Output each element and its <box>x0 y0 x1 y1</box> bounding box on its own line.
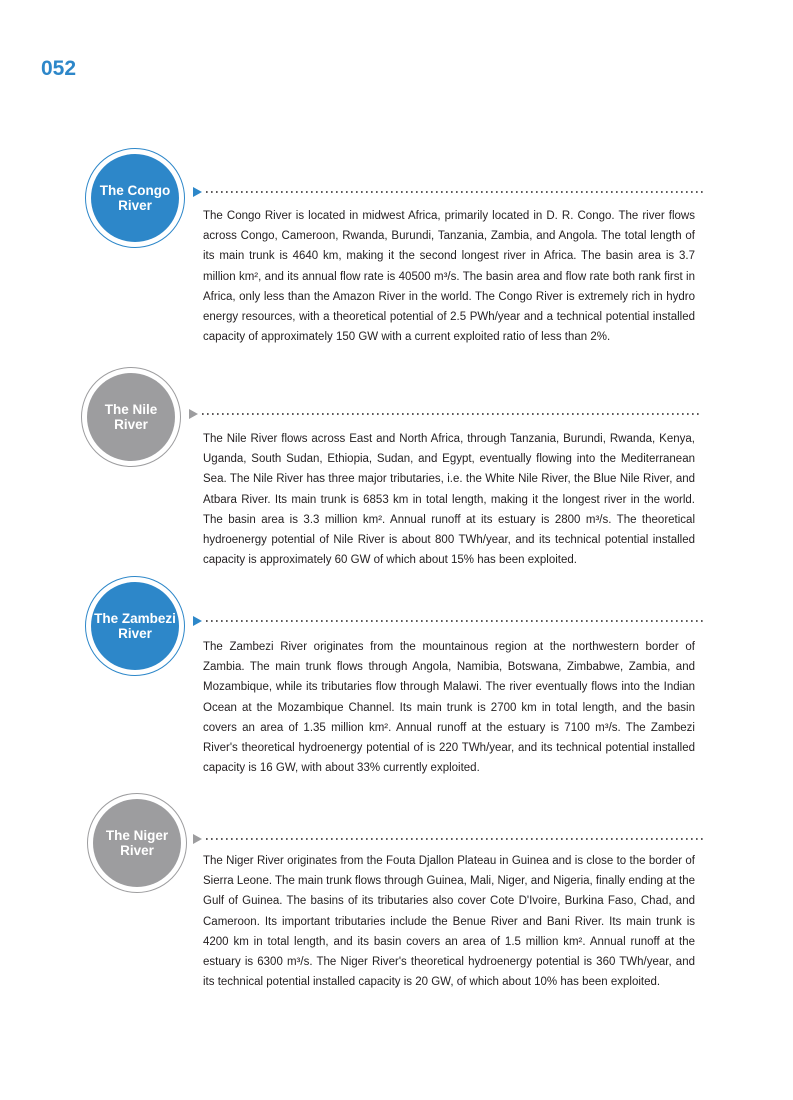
arrow-icon <box>193 187 202 197</box>
nile-river-title: The Nile River <box>87 373 175 461</box>
arrow-icon <box>193 616 202 626</box>
zambezi-river-title: The Zambezi River <box>91 582 179 670</box>
congo-river-badge <box>85 148 185 248</box>
niger-river-description: The Niger River originates from the Fouta Djallon Plateau in Guinea and is close to the border of Sierra Leone. The main trunk flows through Guinea, Mali, Niger, and Nigeria, finally ending at the Gulf of Guinea. The basins of its tributaries also cover Cote D'Ivoire, Burkina Faso, Chad, and Cameroon. Its important tributaries include the Benue River and Bani River. Its main trunk is 4200 km in total length, and its basin covers an area of 1.5 million km². Annual runoff at the estuary is 6300 m³/s. The Niger River's theoretical hydroenergy potential is 360 TWh/year, and its technical potential installed capacity is 20 GW, of which about 10% has been exploited. <box>203 855 696 989</box>
congo-river-leader <box>193 186 705 198</box>
nile-river-leader <box>189 408 701 420</box>
congo-river-description: The Congo River is located in midwest Africa, primarily located in D. R. Congo. The river flows across Congo, Cameroon, Rwanda, Burundi, Tanzania, Zambia, and Angola. The total length of its main trunk is 4640 km, making it the second longest river in Africa. The basin area is 3.7 million km², and its annual flow rate is 40500 m³/s. The basin area and flow rate both rank first in Africa, only less than the Amazon River in the world. The Congo River is extremely rich in hydro energy resources, with a theoretical potential of 2.5 PWh/year and a technical potential installed capacity of approximately 150 GW with a current exploited ratio of less than 2%. <box>203 210 695 344</box>
zambezi-river-leader <box>193 615 705 627</box>
page-number: 052 <box>41 57 77 80</box>
nile-river-badge <box>81 367 181 467</box>
zambezi-river-badge <box>85 576 185 676</box>
nile-river-description: The Nile River flows across East and North Africa, through Tanzania, Burundi, Rwanda, Kenya, Uganda, South Sudan, Ethiopia, Sudan, and Egypt, eventually flowing into the Mediterranean Sea. The Nile River has three major tributaries, i.e. the White Nile River, the Blue Nile River, and Atbara River. Its main trunk is 6853 km in total length, making it the longest river in the world. The basin area is 3.3 million km². Annual runoff at its estuary is 2800 m³/s. The theoretical hydroenergy potential of Nile River is about 800 TWh/year, and its technical potential installed capacity is approximately 60 GW of which about 15% has been exploited. <box>203 433 695 567</box>
arrow-icon <box>193 834 202 844</box>
arrow-icon <box>189 409 198 419</box>
congo-river-title: The Congo River <box>91 154 179 242</box>
niger-river-badge <box>87 793 187 893</box>
niger-river-title: The Niger River <box>93 799 181 887</box>
niger-river-leader <box>193 833 705 845</box>
zambezi-river-description: The Zambezi River originates from the mountainous region at the northwestern border of Zambia. The main trunk flows through Angola, Namibia, Botswana, Zimbabwe, Zambia, and Mozambique, while its tributaries flow through Malawi. The river eventually flows into the Indian Ocean at the Mozambique Channel. Its main trunk is 2700 km in total length, and the basin covers an area of 1.35 million km². Annual runoff at the estuary is 7100 m³/s. The Zambezi River's theoretical hydroenergy potential of is 220 TWh/year, and its technical potential installed capacity is 16 GW, with about 33% currently exploited. <box>203 641 695 775</box>
